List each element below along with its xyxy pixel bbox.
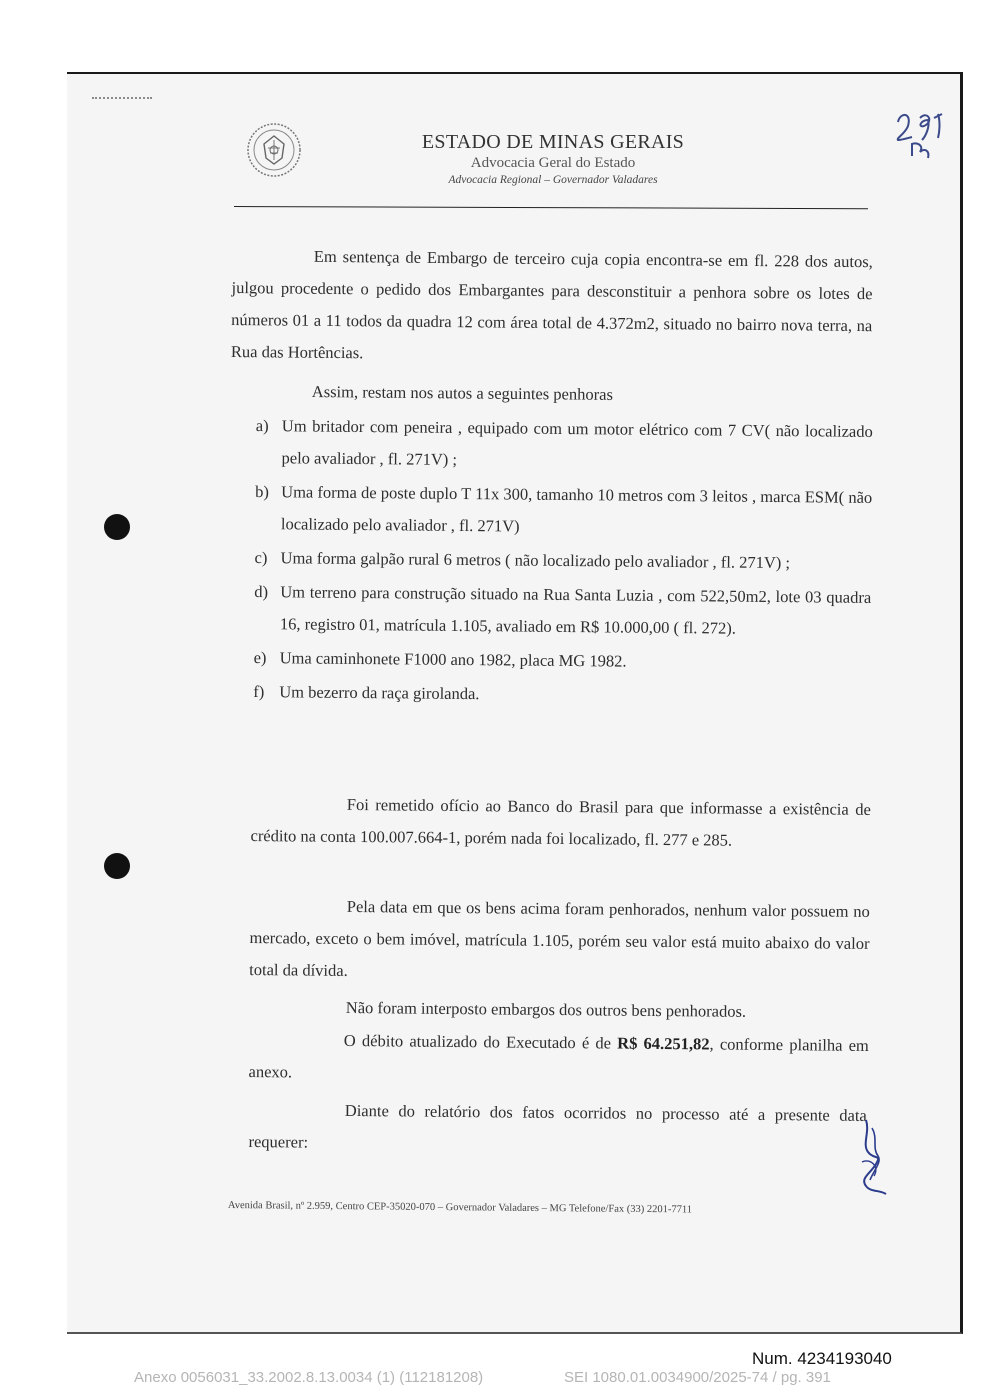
paragraph-penhoras-intro: Assim, restam nos autos a seguintes penhoras <box>311 381 614 404</box>
list-item <box>253 642 870 680</box>
list-marker: f) <box>253 681 265 702</box>
list-item <box>254 542 871 580</box>
handwritten-page-number <box>890 104 960 174</box>
list-item <box>255 476 873 546</box>
list-item-text: Uma caminhonete F1000 ano 1982, placa MG 1982. <box>279 648 627 671</box>
list-marker: c) <box>254 547 268 568</box>
coat-of-arms-seal-icon <box>246 122 302 178</box>
list-item-text: Um britador com peneira , equipado com um motor elétrico com 7 CV( não localizado pelo avaliador , fl. 271V) ; <box>281 416 873 469</box>
debito-text-pre: O débito atualizado do Executado é de <box>343 1030 618 1053</box>
regional-office: Advocacia Regional – Governador Valadares <box>448 174 658 186</box>
list-marker: d) <box>254 581 269 602</box>
list-item <box>254 576 872 646</box>
annex-stamp: Anexo 0056031_33.2002.8.13.0034 (1) (112181208) <box>134 1369 484 1386</box>
punch-hole <box>104 853 130 879</box>
letterhead <box>380 130 726 188</box>
debito-text-post: , conforme planilha em anexo. <box>248 1034 869 1082</box>
footer-address: Avenida Brasil, nº 2.959, Centro CEP-35020-070 – Governador Valadares – MG Telefone/Fax (33) 2201-7711 <box>227 1200 693 1216</box>
penhoras-list <box>253 410 873 716</box>
paragraph-sentenca: Em sentença de Embargo de terceiro cuja copia encontra-se em fl. 228 dos autos, julgou procedente o pedido dos Embargantes para desconstituir a penhora sobre os lotes de números 01 a 11 todos da quadra 12 com área total de 4.372m2, situado no bairro nova terra, na Rua das Hortências. <box>230 246 873 363</box>
sei-page-stamp: SEI 1080.01.0034900/2025-74 / pg. 391 <box>564 1369 831 1386</box>
handwritten-signature <box>852 1118 894 1198</box>
scan-specks <box>92 97 152 105</box>
list-item-text: Uma forma galpão rural 6 metros ( não localizado pelo avaliador , fl. 271V) ; <box>280 548 791 573</box>
paragraph-requerimento: Diante do relatório dos fatos ocorridos no processo até a presente data requerer: <box>248 1100 867 1152</box>
state-name: ESTADO DE MINAS GERAIS <box>421 131 685 153</box>
list-item-text: Um bezerro da raça girolanda. <box>279 682 480 704</box>
punch-hole <box>104 514 130 540</box>
list-marker: e) <box>253 647 267 668</box>
document-number-stamp: Num. 4234193040 <box>752 1349 892 1368</box>
paragraph-embargos: Não foram interposto embargos dos outros bens penhorados. <box>345 997 747 1021</box>
list-item <box>253 676 870 714</box>
agency-name: Advocacia Geral do Estado <box>470 155 636 171</box>
paragraph-debito <box>248 1024 869 1094</box>
list-marker: b) <box>255 481 270 502</box>
list-item <box>255 410 873 480</box>
paragraph-valor-bens: Pela data em que os bens acima foram penhorados, nenhum valor possuem no mercado, exceto o bem imóvel, matrícula 1.105, porém seu valor está muito abaixo do valor total da dívida. <box>249 896 870 980</box>
list-marker: a) <box>255 415 269 436</box>
list-item-text: Uma forma de poste duplo T 11x 300, tamanho 10 metros com 3 leitos , marca ESM( não localizado pelo avaliador , fl. 271V) <box>280 482 873 536</box>
debito-value: R$ 64.251,82 <box>617 1033 710 1054</box>
paragraph-banco-do-brasil: Foi remetido ofício ao Banco do Brasil para que informasse a existência de crédito na conta 100.007.664-1, porém nada foi localizado, fl. 277 e 285. <box>250 794 871 850</box>
list-item-text: Um terreno para construção situado na Rua Santa Luzia , com 522,50m2, lote 03 quadra 16, registro 01, matrícula 1.105, avaliado em R$ 10.000,00 ( fl. 272). <box>279 582 872 638</box>
